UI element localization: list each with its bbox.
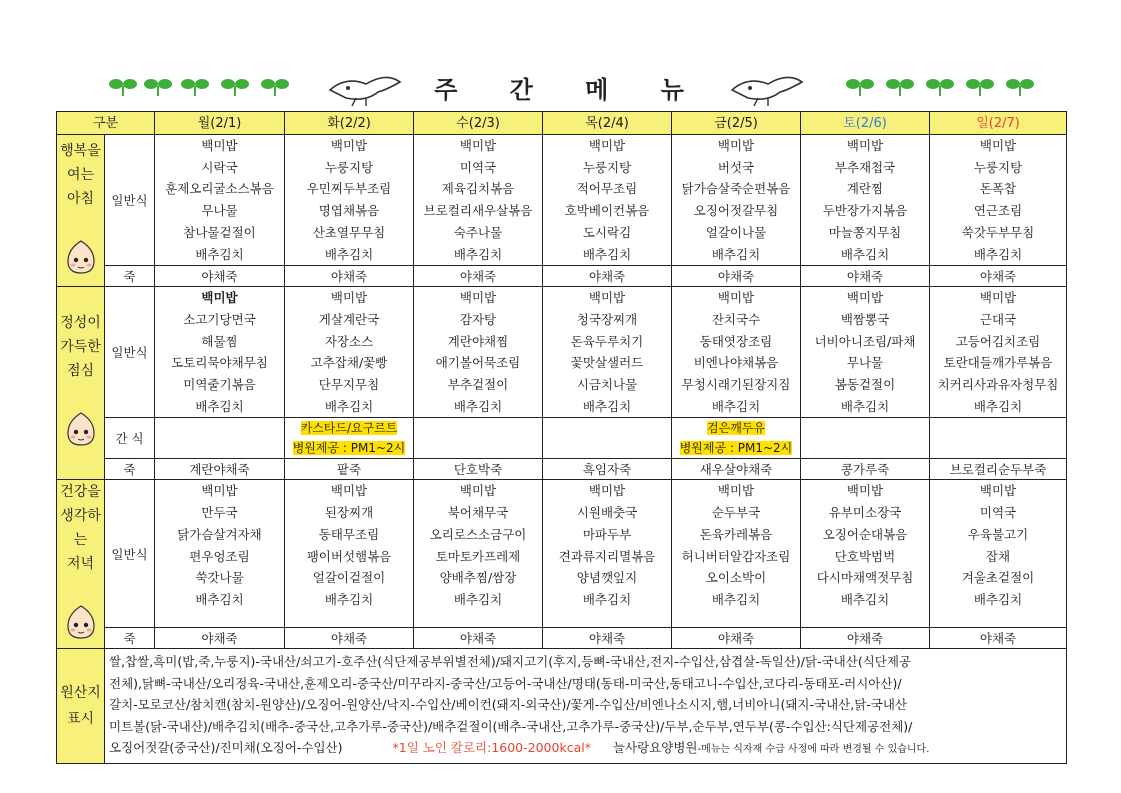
menu-item: 백미밥 xyxy=(459,138,497,153)
menu-item: 돈육카레볶음 xyxy=(699,526,773,542)
lunch-menu-cell xyxy=(285,287,414,418)
menu-item: 배추김치 xyxy=(840,246,890,262)
origin-last-line xyxy=(109,737,1062,761)
menu-item: 무나물 xyxy=(201,203,238,219)
menu-item: 누룽지탕 xyxy=(582,159,632,175)
bird-doodle-left-icon xyxy=(326,68,406,108)
menu-item: 청국장찌개 xyxy=(576,311,638,327)
breakfast-menu-cell xyxy=(414,135,543,266)
menu-item: 부추겉절이 xyxy=(447,377,509,393)
breakfast-porridge-cell: 야채죽 xyxy=(672,266,801,287)
menu-item: 배추김치 xyxy=(195,591,244,607)
menu-item: 연근조림 xyxy=(973,203,1023,219)
menu-item: 고등어김치조림 xyxy=(955,333,1041,349)
menu-item: 양념깻잎지 xyxy=(576,570,638,586)
origin-line: 쌀,찹쌀,흑미(밥,죽,누룽지)-국내산/쇠고기-호주산(식단제공부위별전체)/돼지고기(후지,등뼈-국내산,전지-수입산,삼겹살-독일산)/닭-국내산(식단제공 xyxy=(109,654,912,670)
menu-item: 호박베이컨볶음 xyxy=(564,203,650,219)
menu-item: 닭가슴살죽순편볶음 xyxy=(681,181,791,197)
menu-item: 잡채 xyxy=(985,548,1011,564)
menu-item: 적어무조림 xyxy=(576,181,638,197)
dinner-porridge-cell: 야채죽 xyxy=(930,628,1067,649)
menu-item: 배추김치 xyxy=(711,246,761,262)
menu-item: 미역줄기볶음 xyxy=(183,377,256,393)
breakfast-menu-cell xyxy=(930,135,1067,266)
breakfast-porridge-cell: 야채죽 xyxy=(285,266,414,287)
breakfast-porridge-cell: 야채죽 xyxy=(414,266,543,287)
meal-label-line: 점심 xyxy=(66,363,95,380)
menu-item: 배추김치 xyxy=(195,246,244,262)
breakfast-menu-cell xyxy=(672,135,801,266)
menu-item: 배추김치 xyxy=(582,591,632,607)
menu-item: 편우엉조림 xyxy=(189,548,250,564)
menu-item: 배추김치 xyxy=(195,398,244,414)
menu-item: 백미밥 xyxy=(846,483,884,499)
menu-item: 유부미소장국 xyxy=(828,505,902,521)
lunch-meal-label xyxy=(57,287,105,480)
change-notice: -메뉴는 식자재 수급 사정에 따라 변경될 수 있습니다. xyxy=(697,744,930,756)
header-day: 월(2/1) xyxy=(155,112,285,135)
menu-item: 오이소박이 xyxy=(705,570,767,586)
lunch-porridge-cell: 흑임자죽 xyxy=(543,459,672,480)
menu-item: 배추김치 xyxy=(324,246,374,262)
menu-item: 봄동겉절이 xyxy=(834,377,896,393)
breakfast-porridge-cell: 야채죽 xyxy=(543,266,672,287)
origin-line: 미트볼(닭-국내산)/배추김치(배추-중국산,고추가루-중국산)/배추겉절이(배추-국내산,고추가루-중국산)/두부,순두부,연두부(콩-수입산:식단제공전체)/ xyxy=(109,718,913,734)
menu-item: 백미밥 xyxy=(330,290,368,306)
menu-item: 된장찌개 xyxy=(324,505,374,521)
calorie-note: *1일 노인 칼로리:1600-2000kcal* xyxy=(392,740,591,756)
menu-item: 감자탕 xyxy=(459,311,497,327)
menu-item: 동태엿장조림 xyxy=(699,333,773,349)
meal-label-line: 행복을 xyxy=(60,142,101,159)
menu-item: 백미밥 xyxy=(459,483,497,499)
menu-item: 배추김치 xyxy=(582,398,632,414)
menu-item: 누룽지탕 xyxy=(973,159,1023,175)
menu-item: 잔치국수 xyxy=(711,311,761,327)
menu-item: 도토리묵야채무침 xyxy=(171,355,268,371)
menu-item: 배추김치 xyxy=(711,398,761,414)
menu-item: 백미밥 xyxy=(201,290,238,306)
menu-item: 백미밥 xyxy=(717,138,755,153)
meal-label-line: 저녁 xyxy=(66,556,95,573)
menu-item: 허니버터알감자조림 xyxy=(681,548,791,564)
menu-item: 배추김치 xyxy=(453,246,503,262)
lunch-porridge-cell: 단호박죽 xyxy=(414,459,543,480)
menu-item: 순두부국 xyxy=(711,505,761,521)
menu-item: 오징어순대볶음 xyxy=(822,526,908,542)
header-day: 토(2/6) xyxy=(801,112,930,135)
menu-item: 돈폭찹 xyxy=(979,181,1017,197)
menu-item: 마파두부 xyxy=(582,526,632,542)
menu-item: 백미밥 xyxy=(717,290,755,306)
dinner-porridge-cell: 야채죽 xyxy=(672,628,801,649)
breakfast-general-label: 일반식 xyxy=(105,135,155,266)
origin-label-line: 원산지 xyxy=(60,685,101,702)
breakfast-menu-cell xyxy=(155,135,285,266)
meal-label-line: 여는 xyxy=(66,166,95,183)
header-category: 구분 xyxy=(57,112,155,135)
menu-item: 백미밥 xyxy=(459,290,497,306)
lunch-menu-cell xyxy=(414,287,543,418)
menu-item: 자장소스 xyxy=(324,333,374,349)
menu-item: 백미밥 xyxy=(588,138,626,153)
menu-item: 훈제오리굴소스볶음 xyxy=(165,181,274,197)
menu-item: 북어채무국 xyxy=(447,505,509,521)
menu-item: 쑥갓나물 xyxy=(195,570,244,586)
menu-item: 돈육두루치기 xyxy=(570,333,644,349)
lunch-menu-cell xyxy=(801,287,930,418)
meal-label-line: 가득한 xyxy=(60,339,101,356)
menu-item: 시락국 xyxy=(201,159,238,175)
menu-item: 백짬뽕국 xyxy=(840,311,890,327)
menu-item: 계란찜 xyxy=(846,181,884,197)
dinner-porridge-cell: 야채죽 xyxy=(285,628,414,649)
sprout-decoration-left xyxy=(108,74,298,98)
menu-item: 애기볼어묵조림 xyxy=(435,355,521,371)
breakfast-meal-label xyxy=(57,135,105,287)
menu-item: 백미밥 xyxy=(979,483,1017,499)
menu-item: 백미밥 xyxy=(201,138,238,153)
breakfast-porridge-cell: 야채죽 xyxy=(155,266,285,287)
lunch-snack-cell xyxy=(801,418,930,459)
origin-line: 전체),닭뼈-국내산/오리정육-국내산,훈제오리-중국산/미꾸라지-중국산/고등어-국내산/명태(동태-미국산,동태고니-수입산,코다리-동태포-러시아산)/ xyxy=(109,675,902,691)
breakfast-porridge-cell: 야채죽 xyxy=(801,266,930,287)
menu-item: 양배추찜/쌈장 xyxy=(439,570,517,586)
menu-item: 배추김치 xyxy=(582,246,632,262)
dinner-menu-cell xyxy=(414,480,543,628)
menu-item: 백미밥 xyxy=(979,290,1017,306)
snack-time-note: 병원제공 : PM1~2시 xyxy=(679,441,793,456)
menu-item: 오리로스소금구이 xyxy=(429,526,527,542)
menu-item: 단무지무침 xyxy=(318,377,380,393)
menu-item: 배추김치 xyxy=(453,591,503,607)
menu-item: 배추김치 xyxy=(453,398,503,414)
lunch-menu-cell xyxy=(672,287,801,418)
dinner-porridge-label: 죽 xyxy=(105,628,155,649)
menu-item: 배추김치 xyxy=(840,591,890,607)
menu-item: 무청시래기된장지짐 xyxy=(681,377,791,393)
menu-item: 토란대들깨가루볶음 xyxy=(943,355,1053,371)
menu-item: 얼갈이겉절이 xyxy=(312,570,386,586)
menu-item: 계란야채찜 xyxy=(447,333,509,349)
menu-item: 백미밥 xyxy=(330,138,368,153)
menu-item: 명엽채볶음 xyxy=(318,203,380,219)
dinner-menu-cell xyxy=(801,480,930,628)
menu-item: 두반장가지볶음 xyxy=(822,203,908,219)
menu-item: 배추김치 xyxy=(711,591,761,607)
menu-item: 견과류지리멸볶음 xyxy=(558,548,656,564)
menu-item: 오징어젓갈무침 xyxy=(693,203,779,219)
menu-item: 도시락김 xyxy=(582,224,632,240)
snack-time-note: 병원제공 : PM1~2시 xyxy=(292,441,406,456)
menu-item: 제육김치볶음 xyxy=(441,181,515,197)
page-title: 주 간 메 뉴 xyxy=(434,76,706,104)
menu-item: 동태무조림 xyxy=(318,526,380,542)
origin-text xyxy=(105,649,1067,764)
menu-item: 백미밥 xyxy=(330,483,368,499)
menu-item: 배추김치 xyxy=(324,398,374,414)
menu-item: 백미밥 xyxy=(846,290,884,306)
dinner-menu-cell xyxy=(543,480,672,628)
menu-item: 우육불고기 xyxy=(967,526,1029,542)
origin-line: 갈치-모로코산/참치캔(참치-원양산)/오징어-원양산/낙지-수입산/베이컨(돼지-외국산)/꽃게-수입산/비엔나소시지,햄,너비아니(돼지-국내산,닭-국내산 xyxy=(109,697,908,713)
breakfast-porridge-label: 죽 xyxy=(105,266,155,287)
menu-item: 누룽지탕 xyxy=(324,159,374,175)
header-day: 금(2/5) xyxy=(672,112,801,135)
dinner-menu-cell xyxy=(930,480,1067,628)
lunch-porridge-cell: 팥죽 xyxy=(285,459,414,480)
snack-item: 검은깨두유 xyxy=(707,421,765,436)
origin-label xyxy=(57,649,105,764)
menu-item: 시금치나물 xyxy=(576,377,638,393)
menu-item: 백미밥 xyxy=(588,290,626,306)
menu-item: 소고기당면국 xyxy=(183,311,256,327)
menu-item: 토마토카프레제 xyxy=(435,548,521,564)
menu-item: 얼갈이나물 xyxy=(705,224,767,240)
menu-item: 게살계란국 xyxy=(318,311,380,327)
menu-item: 닭가슴살겨자채 xyxy=(177,526,262,542)
menu-item: 고추잡채/꽃빵 xyxy=(310,355,388,371)
menu-item: 배추김치 xyxy=(973,591,1023,607)
meal-label-line: 생각하는 xyxy=(60,508,101,549)
dinner-menu-cell xyxy=(672,480,801,628)
breakfast-menu-cell xyxy=(285,135,414,266)
sprout-decoration-right xyxy=(845,74,1035,98)
menu-item: 근대국 xyxy=(979,311,1017,327)
menu-item: 너비아니조림/파채 xyxy=(814,333,916,349)
dinner-porridge-cell: 야채죽 xyxy=(414,628,543,649)
lunch-menu-cell xyxy=(155,287,285,418)
header-day: 화(2/2) xyxy=(285,112,414,135)
menu-item: 미역국 xyxy=(979,505,1017,521)
menu-item: 마늘쫑지무침 xyxy=(828,224,902,240)
lunch-snack-label: 간 식 xyxy=(105,418,155,459)
lunch-snack-cell xyxy=(285,418,414,459)
dinner-porridge-cell: 야채죽 xyxy=(801,628,930,649)
lunch-porridge-cell: 브로컬리순두부죽 xyxy=(930,459,1067,480)
menu-item: 배추김치 xyxy=(324,591,374,607)
menu-item: 해물찜 xyxy=(201,333,238,349)
meal-label-line: 아침 xyxy=(66,190,95,207)
lunch-porridge-cell: 계란야채죽 xyxy=(155,459,285,480)
menu-item: 배추김치 xyxy=(973,398,1023,414)
breakfast-porridge-cell: 야채죽 xyxy=(930,266,1067,287)
menu-item: 브로컬리새우살볶음 xyxy=(423,203,533,219)
lunch-snack-cell xyxy=(414,418,543,459)
lunch-menu-cell xyxy=(543,287,672,418)
menu-item: 꽃맛살샐러드 xyxy=(570,355,644,371)
menu-item: 백미밥 xyxy=(846,138,884,153)
menu-item: 비엔나야채볶음 xyxy=(693,355,779,371)
lunch-snack-cell xyxy=(155,418,285,459)
menu-item: 백미밥 xyxy=(979,138,1017,153)
header-day: 수(2/3) xyxy=(414,112,543,135)
character-face-icon xyxy=(64,604,98,640)
dinner-porridge-cell: 야채죽 xyxy=(155,628,285,649)
header-day: 일(2/7) xyxy=(930,112,1067,135)
menu-item: 백미밥 xyxy=(717,483,755,499)
menu-item: 미역국 xyxy=(459,159,497,175)
menu-item: 쑥갓두부무침 xyxy=(961,224,1035,240)
menu-item: 무나물 xyxy=(846,355,884,371)
meal-label-line: 건강을 xyxy=(60,484,101,501)
character-face-icon xyxy=(64,411,98,447)
dinner-menu-cell xyxy=(155,480,285,628)
lunch-porridge-cell: 콩가루죽 xyxy=(801,459,930,480)
menu-item: 배추김치 xyxy=(973,246,1023,262)
dinner-menu-cell xyxy=(285,480,414,628)
menu-item: 버섯국 xyxy=(717,159,755,175)
dinner-general-label: 일반식 xyxy=(105,480,155,628)
breakfast-menu-cell xyxy=(801,135,930,266)
menu-item: 배추김치 xyxy=(840,398,890,414)
menu-item: 팽이버섯햄볶음 xyxy=(306,548,392,564)
menu-item: 백미밥 xyxy=(588,483,626,499)
hospital-name: 늘사랑요양병원 xyxy=(612,740,698,756)
lunch-snack-cell xyxy=(930,418,1067,459)
origin-label-line: 표시 xyxy=(66,711,95,728)
breakfast-menu-cell xyxy=(543,135,672,266)
menu-item: 겨울초겉절이 xyxy=(961,570,1035,586)
menu-item: 만두국 xyxy=(201,505,238,521)
menu-item: 백미밥 xyxy=(201,483,238,499)
bird-doodle-right-icon xyxy=(728,68,808,108)
snack-item: 카스타드/요구르트 xyxy=(300,421,398,436)
menu-item: 치커리사과유자청무침 xyxy=(937,377,1059,393)
lunch-porridge-label: 죽 xyxy=(105,459,155,480)
lunch-snack-cell xyxy=(672,418,801,459)
lunch-general-label: 일반식 xyxy=(105,287,155,418)
meal-label-line: 정성이 xyxy=(60,315,101,332)
dinner-porridge-cell: 야채죽 xyxy=(543,628,672,649)
character-face-icon xyxy=(64,239,98,275)
menu-item: 우민찌두부조림 xyxy=(306,181,392,197)
header-day: 목(2/4) xyxy=(543,112,672,135)
lunch-snack-cell xyxy=(543,418,672,459)
lunch-menu-cell xyxy=(930,287,1067,418)
lunch-porridge-cell: 새우살야채죽 xyxy=(672,459,801,480)
menu-item: 부추재첩국 xyxy=(834,159,896,175)
menu-item: 숙주나물 xyxy=(453,224,503,240)
menu-item: 다시마채액젓무침 xyxy=(816,570,914,586)
weekly-menu-table xyxy=(56,111,1067,764)
origin-line: 오징어젓갈(중국산)/진미채(오징어-수입산) xyxy=(109,740,343,756)
menu-item: 참나물겉절이 xyxy=(183,224,256,240)
menu-item: 산초열무무침 xyxy=(312,224,386,240)
dinner-meal-label xyxy=(57,480,105,649)
menu-item: 단호박범벅 xyxy=(834,548,896,564)
menu-item: 시원배춧국 xyxy=(576,505,638,521)
